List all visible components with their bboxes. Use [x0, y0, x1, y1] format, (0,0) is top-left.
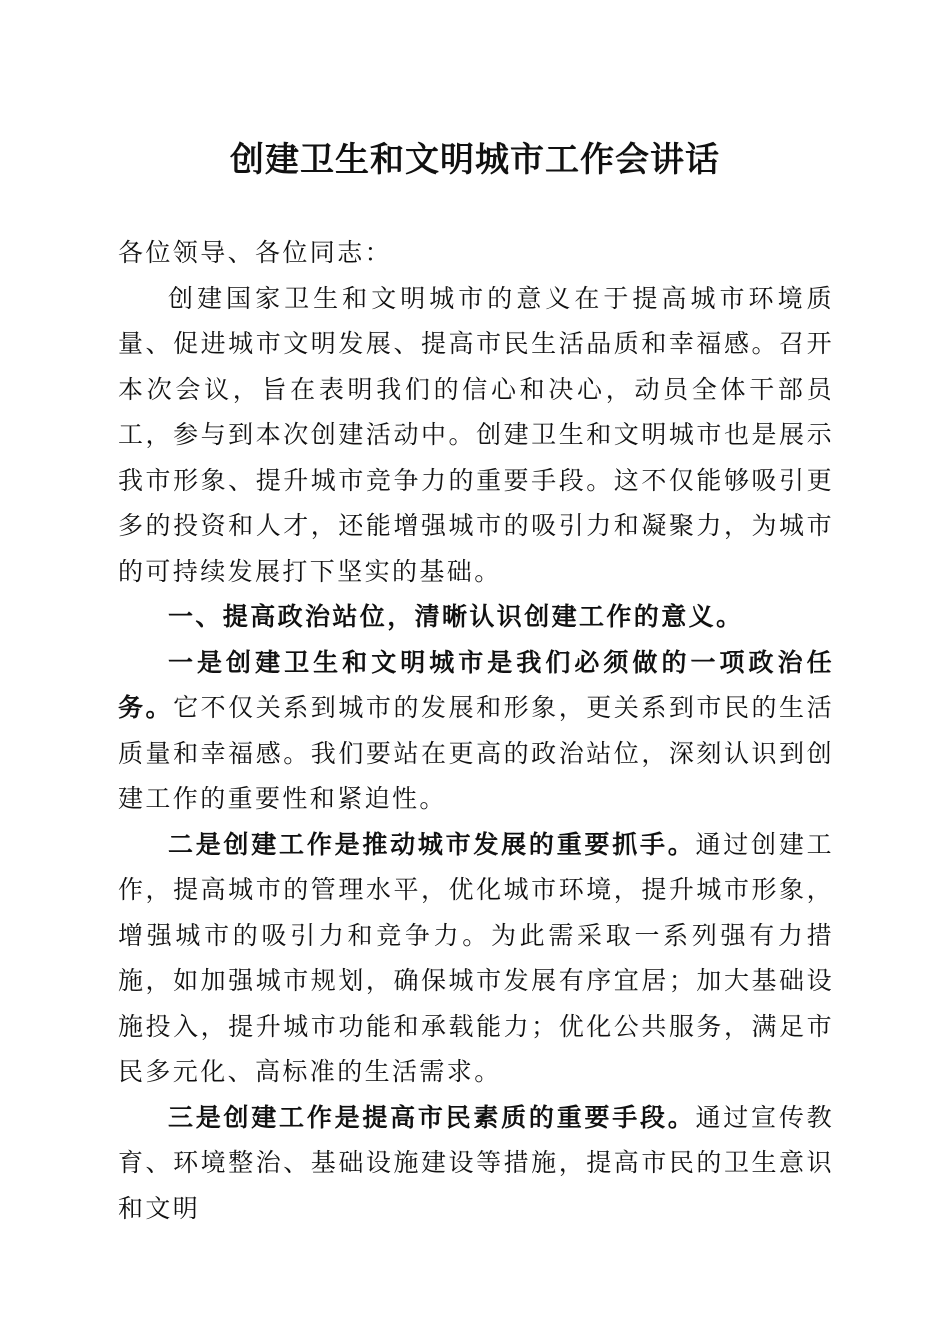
point-3-text: 通过宣传教育、环境整治、基础设施建设等措施，提高市民的卫生意识和文明	[118, 1102, 834, 1223]
paragraph-point-3	[118, 1095, 834, 1232]
point-2-lead: 二是创建工作是推动城市发展的重要抓手。	[168, 829, 696, 859]
paragraph-point-1	[118, 640, 834, 822]
document-body	[118, 230, 834, 1231]
point-1-lead: 一是创建卫生和文明城市是我们必须做的一项政治任务。	[118, 647, 834, 722]
document-title: 创建卫生和文明城市工作会讲话	[230, 140, 720, 180]
point-1-text: 它不仅关系到城市的发展和形象，更关系到市民的生活质量和幸福感。我们要站在更高的政治站位，深刻认识到创建工作的重要性和紧迫性。	[118, 693, 834, 813]
point-2-text: 通过创建工作，提高城市的管理水平，优化城市环境，提升城市形象，增强城市的吸引力和竞争力。为此需采取一系列强有力措施，如加强城市规划，确保城市发展有序宜居；加大基础设施投入，提升城市功能和承载能力；优化公共服务，满足市民多元化、高标准的生活需求。	[118, 829, 834, 1086]
paragraph-intro: 创建国家卫生和文明城市的意义在于提高城市环境质量、促进城市文明发展、提高市民生活品质和幸福感。召开本次会议，旨在表明我们的信心和决心，动员全体干部员工，参与到本次创建活动中。创建卫生和文明城市也是展示我市形象、提升城市竞争力的重要手段。这不仅能够吸引更多的投资和人才，还能增强城市的吸引力和凝聚力，为城市的可持续发展打下坚实的基础。	[118, 283, 834, 586]
section-heading-1: 一、提高政治站位，清晰认识创建工作的意义。	[168, 602, 744, 631]
paragraph-point-2	[118, 822, 834, 1095]
salutation: 各位领导、各位同志：	[118, 238, 393, 267]
point-3-lead: 三是创建工作是提高市民素质的重要手段。	[168, 1102, 696, 1132]
